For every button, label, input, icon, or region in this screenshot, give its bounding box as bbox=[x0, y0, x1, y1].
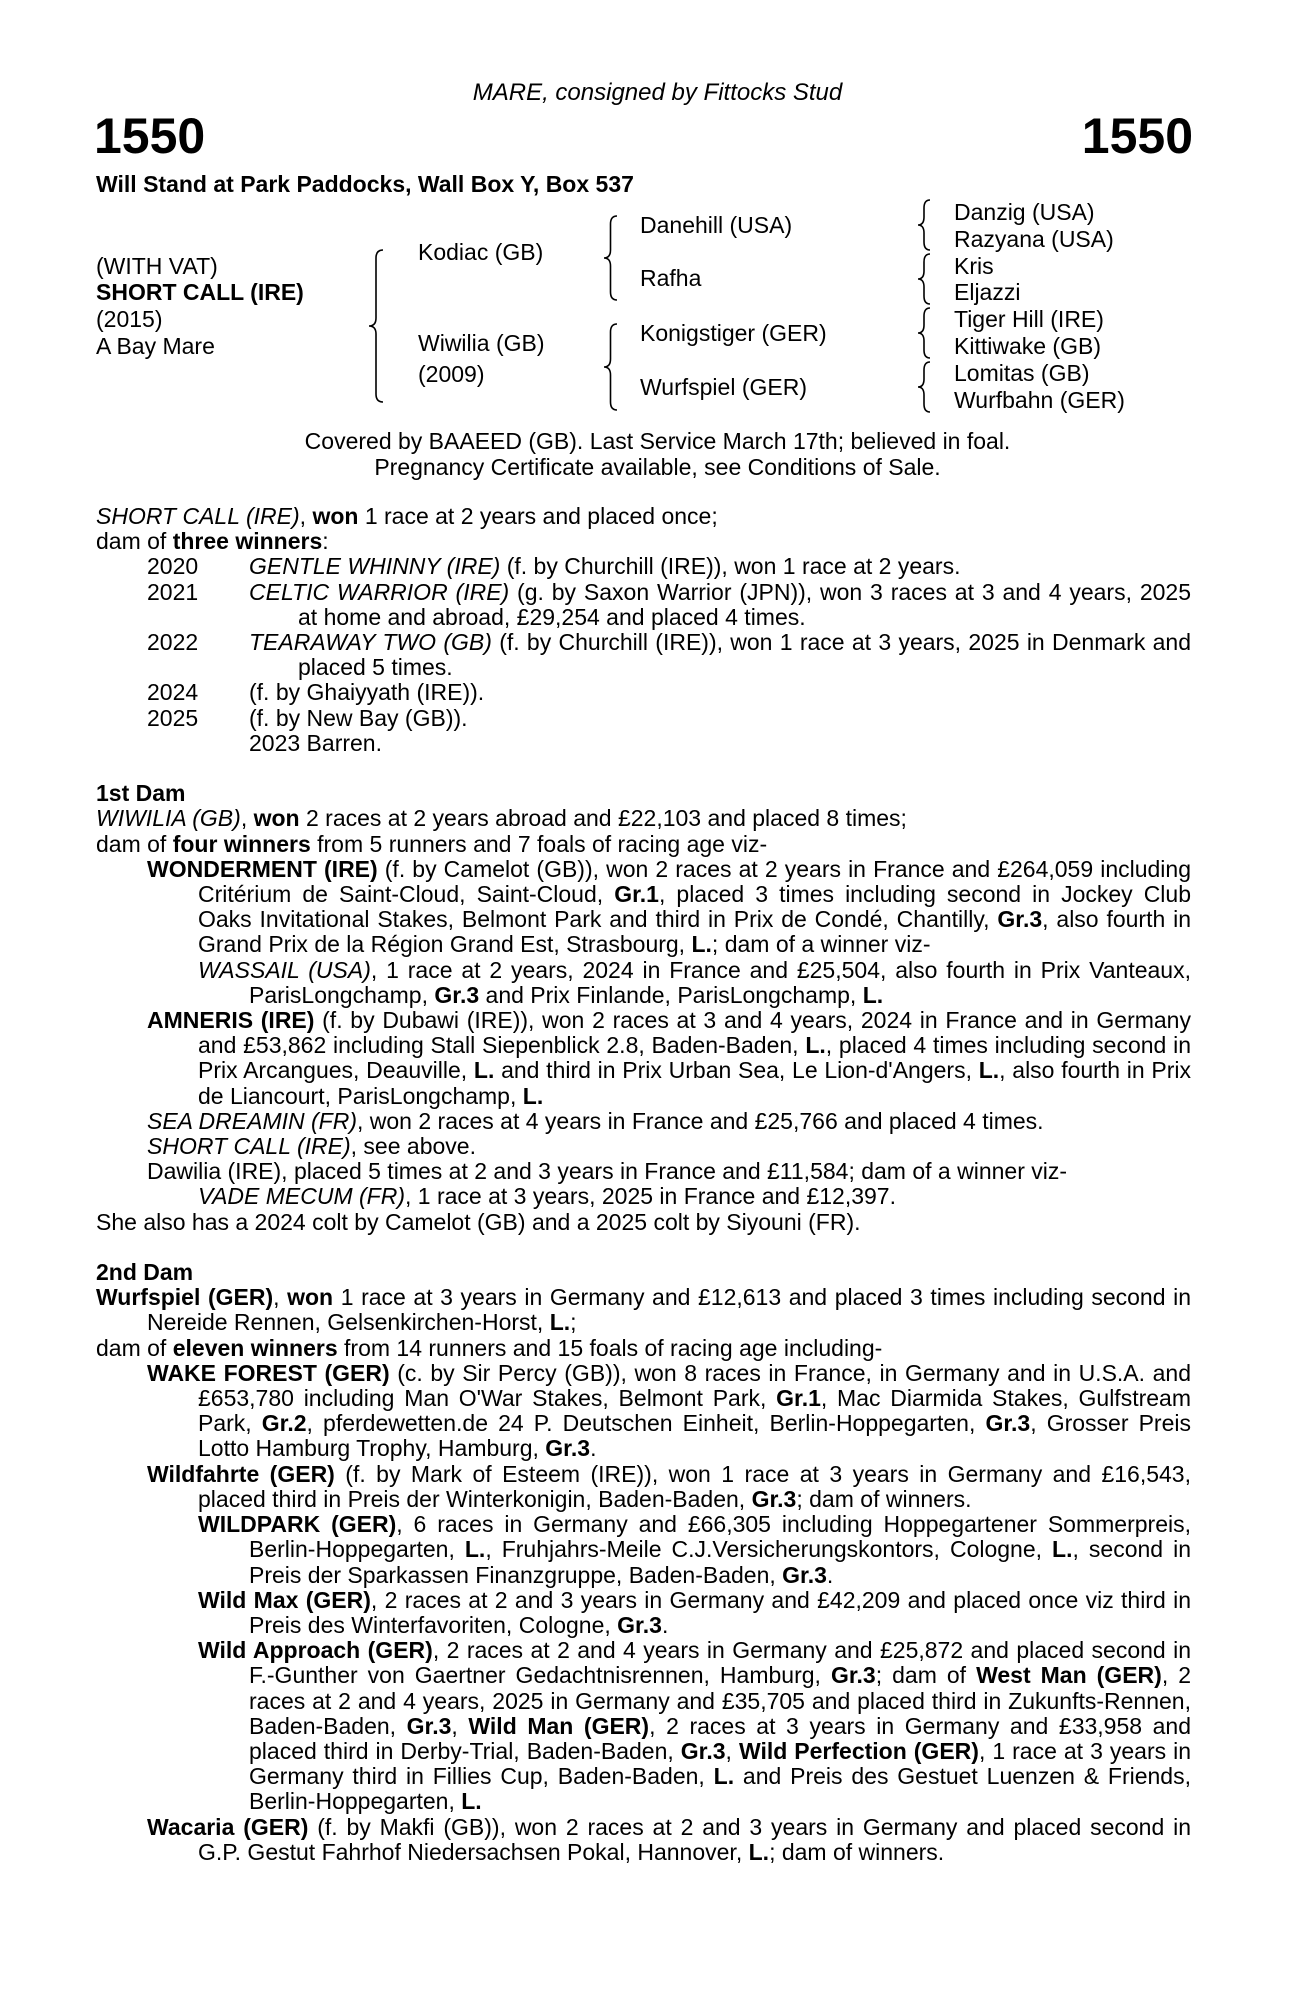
produce-year: 2025 bbox=[147, 704, 199, 731]
bold-text: Gr.2 bbox=[261, 1410, 307, 1437]
produce-year: 2024 bbox=[147, 679, 199, 706]
horse-name: SHORT CALL (IRE) bbox=[96, 279, 304, 305]
text-run: , pferdewetten.de 24 P. Deutschen Einheit, Berlin-Hoppegarten, bbox=[306, 1410, 986, 1437]
bold-text: L. bbox=[461, 1788, 482, 1815]
catalogue-paragraph bbox=[96, 1815, 1191, 1865]
catalogue-paragraph bbox=[96, 1109, 1191, 1134]
produce-row bbox=[96, 706, 1191, 731]
catalogue-paragraph bbox=[96, 1184, 1191, 1209]
bold-text: Gr.3 bbox=[830, 1662, 876, 1689]
bold-text: Wild Man (GER) bbox=[468, 1712, 650, 1739]
produce-text bbox=[249, 680, 1191, 705]
bold-text: L. bbox=[713, 1763, 735, 1790]
bold-text: Gr.3 bbox=[434, 981, 480, 1008]
italic-text: TEARAWAY TWO (GB) bbox=[249, 629, 492, 656]
bold-text: WAKE FOREST (GER) bbox=[147, 1359, 390, 1386]
bold-text: L. bbox=[549, 1309, 571, 1336]
brace-icon bbox=[918, 200, 930, 250]
bold-text: Gr.3 bbox=[406, 1712, 452, 1739]
text-run: (f. by Dubawi (IRE)), won 2 races at 3 and 4 years, 2024 in France and in Germany and £53,862 including Stall Siepenblick 2.8, Baden-Baden, bbox=[198, 1007, 1191, 1059]
text-run: , Grosser Preis Lotto Hamburg Trophy, Hamburg, bbox=[198, 1410, 1191, 1462]
produce-year: 2021 bbox=[147, 578, 199, 605]
text-run: , bbox=[273, 1284, 288, 1311]
text-run: , 2 races at 2 and 3 years in Germany and £42,209 and placed once viz third in Preis des Winterfavoriten, Cologne, bbox=[249, 1586, 1191, 1638]
produce-row bbox=[96, 731, 1191, 756]
bold-text: L. bbox=[748, 1838, 770, 1865]
ancestor: Eljazzi bbox=[954, 279, 1021, 305]
bold-text: AMNERIS (IRE) bbox=[147, 1007, 315, 1034]
text-run: . bbox=[826, 1561, 834, 1588]
vat-note: (WITH VAT) bbox=[96, 253, 218, 279]
text-run: ; dam of winners. bbox=[796, 1485, 972, 1512]
catalogue-paragraph bbox=[96, 1008, 1191, 1109]
bold-text: Wildfahrte (GER) bbox=[147, 1460, 335, 1487]
italic-text: SHORT CALL (IRE) bbox=[96, 503, 300, 529]
text-run: (g. by Saxon Warrior (JPN)), won 3 races at 3 and 4 years, 2025 at home and abroad, £29,254 and placed 4 times. bbox=[298, 578, 1191, 630]
text-run: ; dam of winners. bbox=[769, 1838, 945, 1865]
grandsire-maternal: Konigstiger (GER) bbox=[640, 320, 827, 346]
bold-text: West Man (GER) bbox=[976, 1662, 1162, 1689]
bold-text: L. bbox=[805, 1032, 826, 1059]
text-run: , Mac Diarmida Stakes, Gulfstream Park, bbox=[198, 1385, 1191, 1437]
produce-text bbox=[249, 580, 1191, 630]
text-run: (f. by Churchill (IRE)), won 1 race at 2 years. bbox=[500, 553, 961, 580]
horse-description: A Bay Mare bbox=[96, 333, 215, 359]
produce-row bbox=[96, 554, 1191, 579]
text-run: dam of bbox=[96, 830, 173, 857]
text-run: , won 2 races at 4 years in France and £25,766 and placed 4 times. bbox=[357, 1107, 1044, 1134]
text-run: (c. by Sir Percy (GB)), won 8 races in France, in Germany and in U.S.A. and £653,780 including Man O'War Stakes, Belmont Park, bbox=[198, 1359, 1191, 1412]
catalogue-paragraph bbox=[96, 1588, 1191, 1638]
produce-year: 2020 bbox=[147, 553, 199, 580]
ancestor: Lomitas (GB) bbox=[954, 360, 1090, 386]
stand-location: Will Stand at Park Paddocks, Wall Box Y, Box 537 bbox=[96, 171, 634, 197]
granddam-paternal: Rafha bbox=[640, 265, 702, 291]
bold-text: Gr.1 bbox=[776, 1385, 821, 1412]
consignor-line: MARE, consigned by Fittocks Stud bbox=[472, 79, 843, 106]
section-gap bbox=[96, 756, 1191, 781]
text-run: (f. by New Bay (GB)). bbox=[249, 704, 468, 731]
text-run: , 1 race at 3 years in Germany third in Fillies Cup, Baden-Baden, bbox=[249, 1737, 1192, 1790]
dam-record bbox=[96, 504, 1191, 554]
text-run: 1 race at 3 years in Germany and £12,613 and placed 3 times including second in Nereide Rennen, Gelsenkirchen-Horst, bbox=[147, 1284, 1191, 1336]
bold-text: three winners bbox=[172, 528, 323, 555]
text-run: , second in Preis der Sparkassen Finanzgruppe, Baden-Baden, bbox=[249, 1536, 1191, 1588]
catalogue-paragraph bbox=[96, 1159, 1191, 1184]
catalogue-paragraph bbox=[96, 1638, 1191, 1814]
section-heading: 1st Dam bbox=[96, 780, 186, 807]
text-run: and third in Prix Urban Sea, Le Lion-d'Angers, bbox=[494, 1057, 979, 1084]
dam: Wiwilia (GB) bbox=[418, 330, 545, 356]
bold-text: Wild Perfection (GER) bbox=[738, 1737, 979, 1764]
bold-text: L. bbox=[1052, 1536, 1073, 1563]
text-run: , Fruhjahrs-Meile C.J.Versicherungskontors, Cologne, bbox=[485, 1536, 1053, 1563]
bold-text: Wild Approach (GER) bbox=[198, 1637, 433, 1664]
italic-text: GENTLE WHINNY (IRE) bbox=[249, 553, 501, 580]
pregnancy-line: Pregnancy Certificate available, see Conditions of Sale. bbox=[374, 453, 941, 480]
text-run: She also has a 2024 colt by Camelot (GB) and a 2025 colt by Siyouni (FR). bbox=[96, 1208, 861, 1235]
catalogue-paragraph bbox=[96, 504, 1191, 529]
text-run: , also fourth in Prix de Liancourt, ParisLongchamp, bbox=[198, 1057, 1191, 1109]
text-run: (f. by Churchill (IRE)), won 1 race at 3 years, 2025 in Denmark and placed 5 times. bbox=[298, 629, 1191, 681]
bold-text: Gr.3 bbox=[782, 1561, 827, 1588]
bold-text: L. bbox=[464, 1536, 486, 1563]
text-run: 2 races at 2 years abroad and £22,103 and placed 8 times; bbox=[299, 805, 907, 832]
text-run: (f. by Mark of Esteem (IRE)), won 1 race at 3 years in Germany and £16,543, placed third in Preis der Winterkonigin, Baden-Baden, bbox=[198, 1460, 1191, 1512]
text-run: Dawilia (IRE), placed 5 times at 2 and 3 years in France and £11,584; dam of a winner viz- bbox=[147, 1158, 1068, 1185]
bold-text: WONDERMENT (IRE) bbox=[147, 855, 378, 882]
produce-row bbox=[96, 630, 1191, 680]
catalogue-paragraph bbox=[96, 1462, 1191, 1512]
catalogue-paragraph bbox=[96, 1210, 1191, 1235]
text-run: (f. by Makfi (GB)), won 2 races at 2 and 3 years in Germany and placed second in G.P. Gestut Fahrhof Niedersachsen Pokal, Hannover, bbox=[198, 1813, 1191, 1865]
section-heading: 2nd Dam bbox=[96, 1259, 194, 1286]
pedigree-chart bbox=[0, 0, 1315, 420]
text-run: and Preis des Gestuet Luenzen & Friends, Berlin-Hoppegarten, bbox=[249, 1763, 1191, 1815]
ancestor: Kris bbox=[954, 253, 994, 279]
catalogue-paragraph bbox=[96, 1134, 1191, 1159]
produce-year: 2022 bbox=[147, 629, 199, 656]
bold-text: won bbox=[253, 805, 300, 832]
text-run: . bbox=[661, 1611, 669, 1638]
bold-text: Wild Max (GER) bbox=[198, 1586, 371, 1613]
text-run: , bbox=[451, 1712, 469, 1739]
brace-icon bbox=[918, 362, 930, 412]
italic-text: VADE MECUM (FR) bbox=[198, 1183, 405, 1210]
ancestor: Danzig (USA) bbox=[954, 199, 1095, 225]
text-run: . bbox=[590, 1435, 597, 1462]
bold-text: L. bbox=[473, 1057, 495, 1084]
bold-text: Gr.3 bbox=[997, 906, 1043, 933]
text-run: , 2 races at 2 and 4 years, 2025 in Germany and £35,705 and placed third in Zukunfts-Rennen, Baden-Baden, bbox=[249, 1662, 1192, 1739]
bold-text: won bbox=[287, 1284, 334, 1311]
covering-note bbox=[0, 429, 1315, 480]
text-run: , 6 races in Germany and £66,305 including Hoppegartener Sommerpreis, Berlin-Hoppegarten, bbox=[249, 1511, 1191, 1563]
ancestor: Tiger Hill (IRE) bbox=[954, 306, 1104, 332]
catalogue-paragraph bbox=[96, 832, 1191, 857]
brace-icon bbox=[604, 216, 617, 300]
produce-text bbox=[249, 731, 1191, 756]
catalogue-paragraph bbox=[96, 806, 1191, 831]
horse-year: (2015) bbox=[96, 306, 163, 332]
bold-text: Gr.3 bbox=[617, 1611, 662, 1638]
text-run: , 2 races at 3 years in Germany and £33,958 and placed third in Derby-Trial, Baden-Baden, bbox=[249, 1712, 1192, 1764]
text-run: , also fourth in Grand Prix de la Région Grand Est, Strasbourg, bbox=[198, 906, 1191, 958]
section-gap bbox=[96, 1235, 1191, 1260]
italic-text: WASSAIL (USA) bbox=[198, 956, 371, 983]
ancestor: Wurfbahn (GER) bbox=[954, 387, 1125, 413]
italic-text: CELTIC WARRIOR (IRE) bbox=[249, 578, 510, 605]
text-run: ; dam of bbox=[875, 1662, 977, 1689]
produce-text bbox=[249, 554, 1191, 579]
text-run: , see above. bbox=[350, 1133, 476, 1160]
italic-text: WIWILIA (GB) bbox=[96, 805, 241, 832]
catalogue-paragraph bbox=[96, 1361, 1191, 1462]
text-run: (f. by Camelot (GB)), won 2 races at 2 years in France and £264,059 including Critérium de Saint-Cloud, Saint-Cloud, bbox=[198, 855, 1192, 908]
text-run: : bbox=[322, 528, 329, 555]
catalogue-paragraph bbox=[96, 1512, 1191, 1588]
bold-text: WILDPARK (GER) bbox=[198, 1511, 397, 1538]
text-run: dam of bbox=[96, 528, 173, 555]
produce-row bbox=[96, 680, 1191, 705]
produce-text bbox=[249, 706, 1191, 731]
bold-text: Wacaria (GER) bbox=[147, 1813, 309, 1840]
text-run: from 5 runners and 7 foals of racing age viz- bbox=[310, 830, 768, 857]
bold-text: Wurfspiel (GER) bbox=[96, 1284, 274, 1311]
brace-icon bbox=[369, 250, 383, 402]
produce-row bbox=[96, 580, 1191, 630]
bold-text: Gr.3 bbox=[680, 1737, 726, 1764]
ancestor: Razyana (USA) bbox=[954, 226, 1114, 252]
bold-text: L. bbox=[978, 1057, 1000, 1084]
text-run: from 14 runners and 15 foals of racing age including- bbox=[337, 1334, 883, 1361]
text-run: , bbox=[240, 805, 254, 832]
catalogue-paragraph bbox=[96, 1336, 1191, 1361]
bold-text: four winners bbox=[172, 830, 311, 857]
text-run: , bbox=[299, 503, 313, 529]
italic-text: SHORT CALL (IRE) bbox=[147, 1133, 351, 1160]
catalogue-paragraph bbox=[96, 958, 1191, 1008]
bold-text: won bbox=[312, 503, 359, 529]
bold-text: eleven winners bbox=[172, 1334, 338, 1361]
catalogue-paragraph bbox=[96, 857, 1191, 958]
catalogue-paragraph bbox=[96, 529, 1191, 554]
bold-text: Gr.1 bbox=[614, 881, 659, 908]
text-run: , 1 race at 2 years, 2024 in France and £25,504, also fourth in Prix Vanteaux, ParisLongchamp, bbox=[249, 956, 1191, 1008]
text-run: ; dam of a winner viz- bbox=[711, 931, 931, 958]
produce-text bbox=[249, 630, 1191, 680]
catalogue-paragraph bbox=[96, 1285, 1191, 1335]
produce-list bbox=[96, 554, 1191, 756]
brace-icon bbox=[604, 324, 617, 410]
text-run: , placed 3 times including second in Jockey Club Oaks Invitational Stakes, Belmont Park and third in Prix de Condé, Chantilly, bbox=[198, 881, 1191, 933]
grandsire-paternal: Danehill (USA) bbox=[640, 212, 793, 238]
text-run: and Prix Finlande, ParisLongchamp, bbox=[479, 981, 863, 1008]
text-run: , bbox=[725, 1737, 739, 1764]
bold-text: L. bbox=[862, 981, 884, 1008]
lot-number-left: 1550 bbox=[94, 108, 206, 164]
text-run: dam of bbox=[96, 1334, 173, 1361]
text-run: , 1 race at 3 years, 2025 in France and £12,397. bbox=[405, 1183, 896, 1210]
covering-line: Covered by BAAEED (GB). Last Service March 17th; believed in foal. bbox=[304, 428, 1011, 454]
lot-number-right: 1550 bbox=[1081, 108, 1193, 164]
dam-year: (2009) bbox=[418, 361, 485, 387]
bold-text: L. bbox=[522, 1082, 544, 1109]
italic-text: SEA DREAMIN (FR) bbox=[147, 1107, 357, 1134]
text-run: 2023 Barren. bbox=[249, 729, 382, 756]
catalogue-body bbox=[96, 504, 1191, 1865]
text-run: ; bbox=[570, 1309, 577, 1336]
ancestor: Kittiwake (GB) bbox=[954, 333, 1101, 359]
sire: Kodiac (GB) bbox=[418, 239, 544, 265]
granddam-maternal: Wurfspiel (GER) bbox=[640, 374, 807, 400]
family-sections bbox=[96, 756, 1191, 1865]
brace-icon bbox=[918, 254, 930, 304]
bold-text: Gr.3 bbox=[545, 1435, 591, 1462]
text-run: , 2 races at 2 and 4 years in Germany and £25,872 and placed second in F.-Gunther von Gaertner Gedachtnisrennen, Hamburg, bbox=[249, 1637, 1192, 1689]
text-run: (f. by Ghaiyyath (IRE)). bbox=[249, 679, 485, 706]
brace-icon bbox=[918, 308, 930, 358]
bold-text: Gr.3 bbox=[751, 1485, 797, 1512]
bold-text: Gr.3 bbox=[985, 1410, 1031, 1437]
text-run: , placed 4 times including second in Prix Arcangues, Deauville, bbox=[198, 1032, 1191, 1084]
text-run: 1 race at 2 years and placed once; bbox=[358, 503, 718, 529]
bold-text: L. bbox=[691, 931, 712, 958]
